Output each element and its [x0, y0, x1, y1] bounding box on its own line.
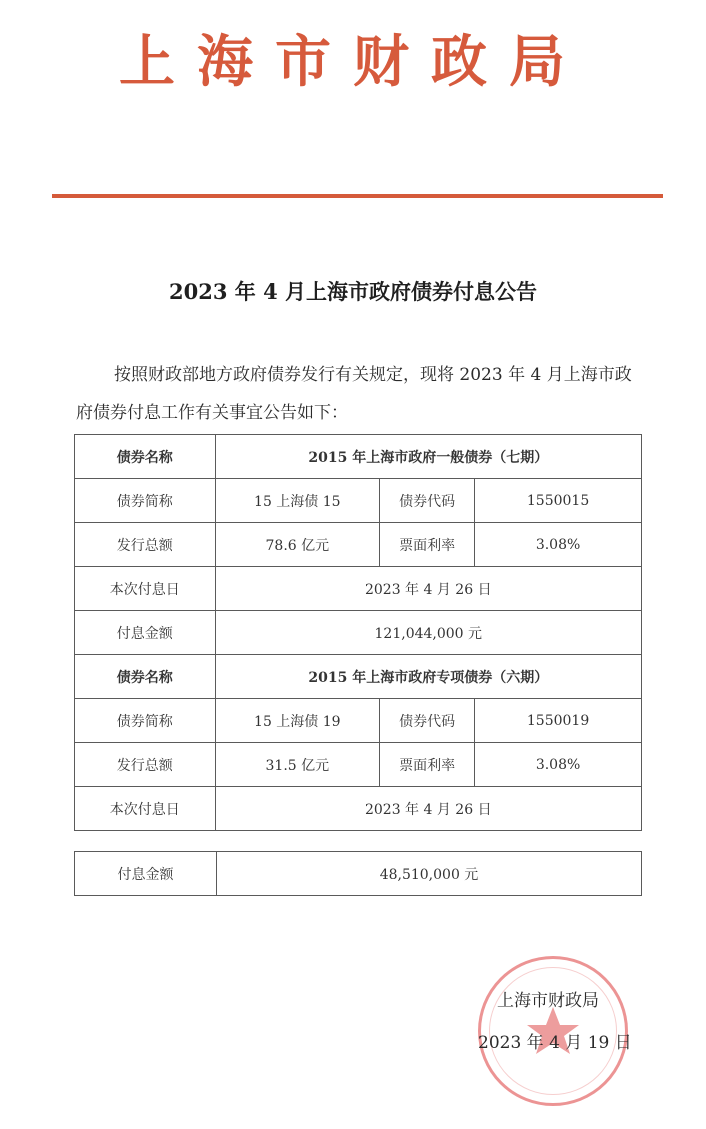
- bond-date-label: 本次付息日: [75, 787, 216, 831]
- bond-name-label: 债券名称: [75, 655, 216, 699]
- bond-amount-value: 31.5 亿元: [215, 743, 380, 787]
- bond-code-value: 1550019: [475, 699, 642, 743]
- bond-rate-label: 票面利率: [380, 743, 475, 787]
- table-row: [75, 655, 642, 699]
- table-row: [75, 435, 642, 479]
- bond-payment-value: 48,510,000 元: [217, 852, 642, 896]
- bond-amount-label: 发行总额: [75, 523, 216, 567]
- bond-name-value: 2015 年上海市政府专项债券（六期）: [215, 655, 641, 699]
- bond-amount-value: 78.6 亿元: [215, 523, 380, 567]
- bond-name-value: 2015 年上海市政府一般债券（七期）: [215, 435, 641, 479]
- agency-letterhead: 上海市财政局: [119, 29, 587, 95]
- signature-org: 上海市财政局: [497, 991, 599, 1011]
- bond-short-value: 15 上海债 15: [215, 479, 380, 523]
- table-row: [75, 699, 642, 743]
- table-row: [75, 523, 642, 567]
- table-row: [75, 567, 642, 611]
- bond-code-value: 1550015: [475, 479, 642, 523]
- bond-code-label: 债券代码: [380, 479, 475, 523]
- bond-rate-value: 3.08%: [475, 523, 642, 567]
- bond-date-label: 本次付息日: [75, 567, 216, 611]
- bond-date-value: 2023 年 4 月 26 日: [215, 787, 641, 831]
- bond-short-value: 15 上海债 19: [215, 699, 380, 743]
- table-row: [75, 611, 642, 655]
- letterhead-divider: [52, 194, 663, 198]
- bond-short-label: 债券简称: [75, 699, 216, 743]
- table-row: [75, 743, 642, 787]
- bond-rate-label: 票面利率: [380, 523, 475, 567]
- bond-name-label: 债券名称: [75, 435, 216, 479]
- bond-rate-value: 3.08%: [475, 743, 642, 787]
- document-title: 2023 年 4 月上海市政府债券付息公告: [169, 279, 537, 304]
- bond-short-label: 债券简称: [75, 479, 216, 523]
- intro-paragraph: 按照财政部地方政府债券发行有关规定，现将 2023 年 4 月上海市政府债券付息工作有关事宜公告如下：: [76, 365, 632, 423]
- bond-payment-label: 付息金额: [75, 611, 216, 655]
- table-row: [75, 852, 642, 896]
- bond-date-value: 2023 年 4 月 26 日: [215, 567, 641, 611]
- signature-date: 2023 年 4 月 19 日: [478, 1033, 632, 1053]
- bond-payment-label: 付息金额: [75, 852, 217, 896]
- bond-table: [74, 434, 642, 831]
- bond-amount-label: 发行总额: [75, 743, 216, 787]
- table-row: [75, 479, 642, 523]
- bond-payment-table: [74, 851, 642, 896]
- table-row: [75, 787, 642, 831]
- bond-payment-value: 121,044,000 元: [215, 611, 641, 655]
- bond-code-label: 债券代码: [380, 699, 475, 743]
